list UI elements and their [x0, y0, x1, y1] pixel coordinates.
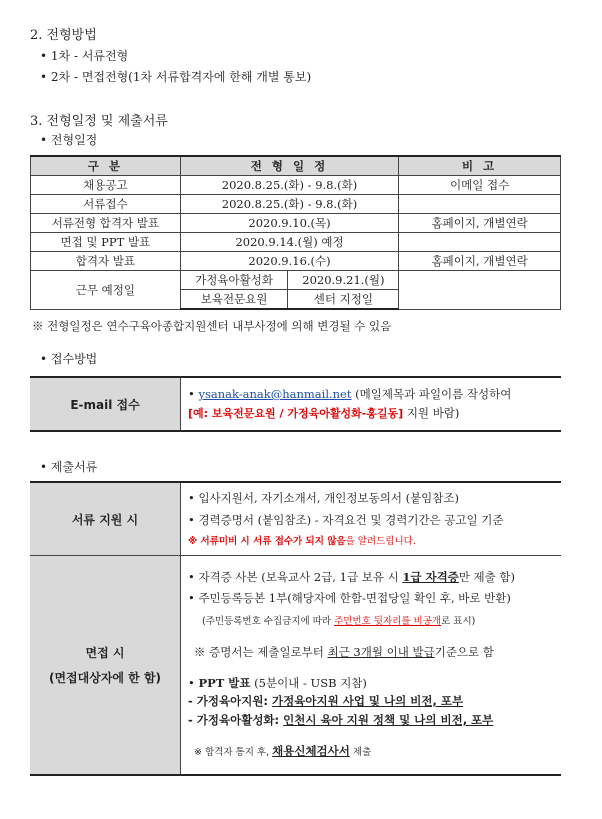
cell-note: 홈페이지, 개별연락 [399, 214, 561, 233]
cell-item: 면접 및 PPT 발표 [31, 233, 181, 252]
list-item: • 2차 - 면접전형(1차 서류합격자에 한해 개별 통보) [40, 70, 312, 84]
example-text: [예: 보육전문요원 / 가정육아활성화-홍길동] [188, 407, 404, 420]
schedule-note: ※ 전형일정은 연수구육아종합지원센터 내부사정에 의해 변경될 수 있음 [32, 319, 392, 333]
table-row [31, 195, 561, 214]
final-note: ※ 합격자 통지 후, 채용신체검사서 제출 [194, 744, 372, 758]
list-item: • 주민등록등본 1부(해당자에 한함-면접당일 확인 후, 바로 반환) [188, 591, 511, 605]
docs-label: • 제출서류 [40, 460, 98, 474]
table-row [31, 233, 561, 252]
list-item: • 입사지원서, 자기소개서, 개인정보동의서 (붙임참조) [188, 491, 459, 505]
schedule-label: • 전형일정 [40, 133, 98, 147]
cell-sub-name: 가정육아활성화 [180, 271, 288, 290]
cell-date: 2020.9.10.(목) [180, 214, 399, 233]
section3-title: 3. 전형일정 및 제출서류 [30, 114, 168, 129]
privacy-note: (주민등록번호 수집금지에 따라 주민번호 뒷자리를 비공개로 표시) [202, 616, 476, 627]
list-item: • 경력증명서 (붙임참조) - 자격요건 및 경력기간은 공고일 기준 [188, 513, 504, 527]
header-date: 전 형 일 정 [180, 156, 399, 176]
topic-1: - 가정육아지원: 가정육아지원 사업 및 나의 비전, 포부 [188, 694, 464, 708]
cell-item: 근무 예정일 [31, 271, 181, 310]
list-item: • PPT 발표 (5분이내 - USB 지참) [188, 676, 367, 690]
doc-label: 서류 지원 시 [30, 483, 181, 555]
cell-note: 홈페이지, 개별연락 [399, 252, 561, 271]
doc-warning: ※ 서류미비 시 서류 접수가 되지 않음을 알려드립니다. [188, 536, 416, 547]
table-row [31, 176, 561, 195]
cell-item: 합격자 발표 [31, 252, 181, 271]
table-header-row [31, 156, 561, 176]
cell-date: 2020.9.16.(수) [180, 252, 399, 271]
cell-sub-name: 보육전문요원 [180, 290, 288, 310]
cell-note [399, 233, 561, 252]
cell-item: 서류전형 합격자 발표 [31, 214, 181, 233]
topic-2: - 가정육아활성화: 인천시 육아 지원 정책 및 나의 비전, 포부 [188, 713, 494, 727]
cell-note: 이메일 접수 [399, 176, 561, 195]
cell-date: 2020.9.14.(월) 예정 [180, 233, 399, 252]
docs-box [30, 481, 561, 776]
schedule-table [30, 155, 561, 310]
apply-label: • 접수방법 [40, 352, 98, 366]
cell-note [399, 271, 561, 310]
cell-note [399, 195, 561, 214]
section2-title: 2. 전형방법 [30, 28, 97, 43]
cell-date: 2020.8.25.(화) - 9.8.(화) [180, 176, 399, 195]
cell-sub-date: 센터 지정일 [288, 290, 399, 310]
interview-label: 면접 시 (면접대상자에 한 함) [30, 556, 181, 774]
table-row [31, 271, 561, 290]
apply-box: E-mail 접수 • ysanak-anak@hanmail.net (메일제목과 파일이름 작성하여 [예: 보육전문요원 / 가정육아활성화-홍길동] 지원 바람) [30, 376, 561, 432]
table-row [31, 252, 561, 271]
cert-note: ※ 증명서는 제출일로부터 최근 3개월 이내 발급기준으로 함 [194, 645, 494, 659]
cell-date: 2020.8.25.(화) - 9.8.(화) [180, 195, 399, 214]
apply-box-label: E-mail 접수 [30, 378, 181, 430]
list-item: • 자격증 사본 (보육교사 2급, 1급 보유 시 1급 자격증만 제출 함) [188, 570, 516, 584]
email-link[interactable]: ysanak-anak@hanmail.net [198, 387, 352, 401]
header-note: 비 고 [399, 156, 561, 176]
header-item: 구 분 [31, 156, 181, 176]
cell-item: 서류접수 [31, 195, 181, 214]
table-row [31, 214, 561, 233]
cell-item: 채용공고 [31, 176, 181, 195]
cell-sub-date: 2020.9.21.(월) [288, 271, 399, 290]
list-item: • 1차 - 서류전형 [40, 49, 129, 63]
